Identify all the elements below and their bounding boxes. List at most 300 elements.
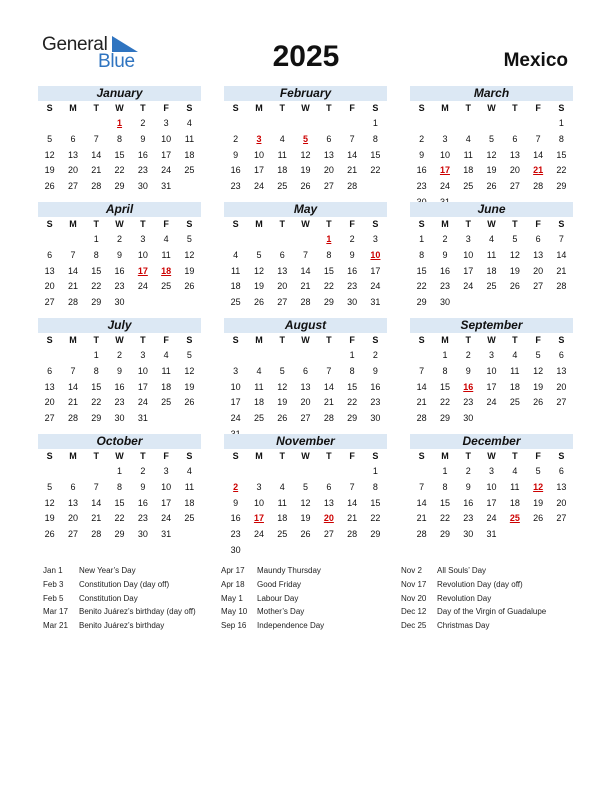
day-cell: 6 (512, 133, 518, 144)
day-cell: 27 (556, 513, 567, 524)
day-cell: 6 (70, 133, 76, 144)
day-cell: 7 (303, 249, 309, 260)
day-cell: 7 (535, 133, 541, 144)
month-day-grid (224, 217, 387, 311)
day-cell: 3 (489, 466, 495, 476)
empty-cell (294, 348, 317, 364)
day-cell: 9 (372, 365, 378, 376)
day-cell: 13 (556, 481, 567, 492)
weekday-header: W (301, 219, 310, 229)
day-cell: 17 (161, 149, 172, 160)
day-cell: 29 (370, 529, 381, 540)
holiday-day: 18 (161, 265, 172, 276)
weekday-header: S (46, 219, 53, 229)
day-cell: 25 (277, 181, 288, 192)
weekday-header: T (326, 451, 332, 461)
day-cell: 9 (117, 365, 123, 376)
weekday-header: W (115, 451, 124, 461)
holiday-row (221, 605, 324, 619)
empty-cell (503, 116, 526, 132)
weekday-header: F (163, 219, 169, 229)
day-cell: 1 (419, 234, 425, 244)
month-title: October (38, 434, 201, 449)
day-cell: 22 (114, 513, 125, 524)
day-cell: 14 (67, 265, 78, 276)
weekday-header: S (46, 103, 53, 113)
day-cell: 5 (535, 466, 541, 476)
weekday-header: W (487, 451, 496, 461)
day-cell: 20 (533, 265, 544, 276)
weekday-header: S (418, 451, 425, 461)
weekday-header: T (465, 219, 471, 229)
day-cell: 14 (416, 497, 427, 508)
day-cell: 23 (230, 181, 241, 192)
day-cell: 16 (137, 497, 148, 508)
holiday-day: 1 (117, 118, 123, 128)
empty-cell (271, 464, 294, 480)
day-cell: 2 (140, 118, 146, 128)
weekday-header: S (418, 335, 425, 345)
weekday-header: F (349, 451, 355, 461)
weekday-header: S (186, 219, 193, 229)
day-cell: 14 (533, 149, 544, 160)
empty-cell (247, 116, 270, 132)
day-cell: 21 (347, 513, 358, 524)
weekday-header: S (186, 103, 193, 113)
day-cell: 27 (277, 297, 288, 308)
empty-cell (480, 116, 503, 132)
holiday-date: Feb 5 (43, 593, 64, 603)
day-cell: 25 (184, 513, 195, 524)
day-cell: 13 (277, 265, 288, 276)
holiday-day: 2 (233, 481, 239, 492)
month-title: August (224, 318, 387, 333)
holiday-column (401, 564, 546, 633)
day-cell: 15 (370, 149, 381, 160)
month-title: June (410, 202, 573, 217)
day-cell: 24 (486, 397, 497, 408)
day-cell: 4 (163, 234, 169, 244)
empty-cell (85, 464, 108, 480)
weekday-header: S (558, 335, 565, 345)
weekday-header: T (140, 103, 146, 113)
month-february (224, 86, 387, 195)
day-cell: 29 (91, 413, 102, 424)
holiday-column (43, 564, 196, 633)
day-cell: 4 (256, 365, 262, 376)
day-cell: 15 (347, 381, 358, 392)
holiday-name: Benito Juárez’s birthday (79, 621, 165, 631)
weekday-header: M (69, 103, 77, 113)
day-cell: 20 (44, 281, 55, 292)
day-cell: 30 (230, 544, 241, 555)
day-cell: 25 (277, 529, 288, 540)
day-cell: 11 (510, 365, 520, 376)
day-cell: 3 (140, 234, 146, 244)
day-cell: 30 (370, 413, 381, 424)
day-cell: 27 (323, 529, 334, 540)
day-cell: 25 (486, 281, 497, 292)
day-cell: 10 (486, 481, 497, 492)
day-cell: 27 (323, 181, 334, 192)
page-title-year: 2025 (272, 40, 340, 73)
weekday-header: S (232, 103, 239, 113)
day-cell: 9 (349, 249, 355, 260)
day-cell: 3 (140, 350, 146, 360)
day-cell: 24 (439, 181, 450, 192)
holiday-name: All Souls’ Day (437, 566, 487, 575)
holiday-date: Dec 12 (401, 607, 427, 617)
weekday-header: S (418, 219, 425, 229)
day-cell: 16 (347, 265, 358, 276)
day-cell: 6 (326, 133, 332, 144)
day-cell: 29 (114, 529, 125, 540)
weekday-header: S (232, 335, 239, 345)
empty-cell (38, 464, 61, 480)
weekday-header: T (279, 219, 285, 229)
weekday-header: M (441, 219, 449, 229)
day-cell: 1 (93, 234, 99, 244)
day-cell: 20 (44, 397, 55, 408)
day-cell: 27 (533, 281, 544, 292)
day-cell: 17 (230, 397, 241, 408)
holiday-row (221, 564, 324, 578)
day-cell: 19 (509, 265, 520, 276)
day-cell: 1 (117, 466, 123, 476)
holiday-row (221, 619, 324, 633)
day-cell: 24 (161, 165, 172, 176)
holiday-date: May 1 (221, 593, 243, 603)
day-cell: 18 (184, 149, 195, 160)
day-cell: 31 (137, 413, 148, 424)
day-cell: 13 (323, 497, 334, 508)
day-cell: 3 (163, 466, 169, 476)
day-cell: 28 (300, 297, 311, 308)
day-cell: 9 (233, 497, 239, 508)
day-cell: 4 (186, 466, 192, 476)
day-cell: 14 (300, 265, 311, 276)
day-cell: 22 (370, 165, 381, 176)
day-cell: 18 (161, 381, 172, 392)
day-cell: 5 (47, 133, 53, 144)
month-day-grid (38, 101, 201, 195)
day-cell: 11 (254, 381, 264, 392)
day-cell: 11 (161, 249, 171, 260)
day-cell: 1 (349, 350, 355, 360)
day-cell: 24 (370, 281, 381, 292)
month-january (38, 86, 201, 195)
day-cell: 21 (323, 397, 334, 408)
month-march (410, 86, 573, 211)
day-cell: 1 (558, 118, 564, 128)
day-cell: 4 (279, 481, 285, 492)
day-cell: 2 (233, 133, 239, 144)
day-cell: 25 (161, 397, 172, 408)
day-cell: 23 (347, 281, 358, 292)
holiday-day: 17 (253, 513, 264, 524)
day-cell: 22 (91, 397, 102, 408)
weekday-header: F (163, 103, 169, 113)
day-cell: 1 (442, 350, 448, 360)
empty-cell (61, 348, 84, 364)
day-cell: 23 (114, 397, 125, 408)
day-cell: 15 (439, 497, 450, 508)
weekday-header: F (349, 103, 355, 113)
day-cell: 10 (253, 497, 264, 508)
day-cell: 19 (253, 281, 264, 292)
empty-cell (271, 348, 294, 364)
day-cell: 28 (67, 413, 78, 424)
day-cell: 22 (439, 513, 450, 524)
month-day-grid (410, 101, 573, 211)
month-day-grid (224, 449, 387, 559)
day-cell: 19 (486, 165, 497, 176)
day-cell: 5 (186, 350, 192, 360)
day-cell: 22 (416, 281, 427, 292)
weekday-header: S (558, 103, 565, 113)
day-cell: 24 (137, 397, 148, 408)
weekday-header: M (255, 335, 263, 345)
day-cell: 15 (439, 381, 450, 392)
day-cell: 26 (44, 181, 55, 192)
day-cell: 19 (44, 165, 55, 176)
day-cell: 12 (300, 149, 311, 160)
day-cell: 26 (253, 297, 264, 308)
day-cell: 25 (463, 181, 474, 192)
weekday-header: W (115, 219, 124, 229)
day-cell: 7 (326, 365, 332, 376)
day-cell: 13 (67, 149, 78, 160)
day-cell: 21 (67, 397, 78, 408)
day-cell: 7 (93, 133, 99, 144)
day-cell: 30 (137, 181, 148, 192)
holiday-name: Independence Day (257, 621, 325, 631)
holiday-row (43, 578, 196, 592)
day-cell: 15 (323, 265, 334, 276)
day-cell: 16 (137, 149, 148, 160)
holiday-day: 21 (533, 165, 544, 176)
month-title: April (38, 202, 201, 217)
weekday-header: M (255, 451, 263, 461)
day-cell: 11 (230, 265, 241, 276)
day-cell: 12 (277, 381, 288, 392)
day-cell: 11 (184, 133, 195, 144)
empty-cell (294, 232, 317, 248)
holiday-name: Maundy Thursday (257, 566, 321, 575)
day-cell: 20 (556, 497, 567, 508)
weekday-header: T (279, 335, 285, 345)
holiday-name: Good Friday (257, 579, 302, 589)
month-title: September (410, 318, 573, 333)
weekday-header: F (349, 219, 355, 229)
empty-cell (410, 464, 433, 480)
day-cell: 20 (323, 165, 334, 176)
day-cell: 28 (67, 297, 78, 308)
weekday-header: T (93, 219, 99, 229)
day-cell: 28 (556, 281, 567, 292)
weekday-header: S (372, 335, 379, 345)
weekday-header: W (115, 335, 124, 345)
empty-cell (317, 116, 340, 132)
day-cell: 6 (47, 365, 53, 376)
day-cell: 26 (533, 513, 544, 524)
month-title: May (224, 202, 387, 217)
day-cell: 30 (463, 413, 474, 424)
month-title: January (38, 86, 201, 101)
empty-cell (224, 232, 247, 248)
day-cell: 15 (556, 149, 567, 160)
day-cell: 6 (558, 350, 564, 360)
day-cell: 14 (416, 381, 427, 392)
weekday-header: F (535, 335, 541, 345)
day-cell: 11 (510, 481, 520, 492)
day-cell: 26 (184, 281, 195, 292)
day-cell: 4 (465, 133, 471, 144)
holiday-name: New Year’s Day (79, 566, 136, 575)
day-cell: 9 (465, 365, 471, 376)
day-cell: 13 (67, 497, 78, 508)
day-cell: 13 (323, 149, 334, 160)
weekday-header: T (326, 219, 332, 229)
day-cell: 30 (463, 529, 474, 540)
day-cell: 21 (300, 281, 311, 292)
day-cell: 18 (277, 513, 288, 524)
day-cell: 27 (44, 413, 55, 424)
day-cell: 19 (184, 381, 195, 392)
day-cell: 8 (326, 249, 332, 260)
day-cell: 26 (533, 397, 544, 408)
day-cell: 16 (463, 497, 474, 508)
day-cell: 4 (279, 133, 285, 144)
weekday-header: M (255, 219, 263, 229)
day-cell: 24 (161, 513, 172, 524)
day-cell: 31 (486, 529, 497, 540)
day-cell: 17 (137, 381, 148, 392)
day-cell: 15 (416, 265, 427, 276)
empty-cell (247, 464, 270, 480)
day-cell: 6 (279, 249, 285, 260)
day-cell: 5 (535, 350, 541, 360)
day-cell: 22 (556, 165, 567, 176)
day-cell: 23 (230, 529, 241, 540)
day-cell: 7 (93, 481, 99, 492)
holiday-name: Mother’s Day (257, 607, 305, 617)
holiday-row (401, 578, 546, 592)
day-cell: 28 (323, 413, 334, 424)
day-cell: 14 (347, 497, 358, 508)
holiday-day: 10 (370, 249, 381, 260)
day-cell: 9 (233, 149, 239, 160)
day-cell: 23 (463, 397, 474, 408)
day-cell: 11 (277, 149, 287, 160)
day-cell: 17 (253, 165, 264, 176)
day-cell: 21 (91, 513, 102, 524)
day-cell: 10 (161, 481, 172, 492)
empty-cell (38, 116, 61, 132)
day-cell: 11 (277, 497, 287, 508)
day-cell: 23 (137, 165, 148, 176)
day-cell: 19 (300, 513, 311, 524)
day-cell: 25 (184, 165, 195, 176)
day-cell: 21 (416, 513, 427, 524)
weekday-header: T (279, 451, 285, 461)
day-cell: 30 (439, 297, 450, 308)
holiday-name: Constitution Day (day off) (79, 579, 170, 589)
holiday-row (43, 564, 196, 578)
weekday-header: T (512, 451, 518, 461)
day-cell: 20 (509, 165, 520, 176)
day-cell: 28 (91, 529, 102, 540)
day-cell: 1 (93, 350, 99, 360)
day-cell: 16 (114, 265, 125, 276)
weekday-header: S (372, 219, 379, 229)
day-cell: 29 (347, 413, 358, 424)
day-cell: 7 (349, 481, 355, 492)
month-day-grid (410, 449, 573, 543)
day-cell: 2 (117, 350, 123, 360)
day-cell: 8 (349, 365, 355, 376)
day-cell: 25 (230, 297, 241, 308)
day-cell: 14 (556, 249, 567, 260)
day-cell: 10 (486, 365, 497, 376)
day-cell: 26 (300, 181, 311, 192)
weekday-header: T (326, 335, 332, 345)
holiday-date: Mar 17 (43, 607, 68, 617)
day-cell: 12 (300, 497, 311, 508)
day-cell: 24 (253, 181, 264, 192)
day-cell: 3 (163, 118, 169, 128)
day-cell: 26 (44, 529, 55, 540)
holiday-name: Labour Day (257, 593, 299, 603)
day-cell: 14 (347, 149, 358, 160)
weekday-header: M (441, 103, 449, 113)
day-cell: 31 (161, 181, 172, 192)
weekday-header: T (512, 335, 518, 345)
weekday-header: S (232, 219, 239, 229)
weekday-header: M (441, 451, 449, 461)
weekday-header: W (301, 335, 310, 345)
day-cell: 6 (70, 481, 76, 492)
day-cell: 27 (67, 181, 78, 192)
day-cell: 23 (463, 513, 474, 524)
month-title: March (410, 86, 573, 101)
day-cell: 15 (370, 497, 381, 508)
weekday-header: S (558, 219, 565, 229)
day-cell: 22 (370, 513, 381, 524)
day-cell: 8 (372, 133, 378, 144)
month-october (38, 434, 201, 543)
day-cell: 10 (137, 249, 148, 260)
empty-cell (410, 116, 433, 132)
holiday-day: 17 (137, 265, 148, 276)
day-cell: 28 (416, 529, 427, 540)
weekday-header: T (279, 103, 285, 113)
holiday-date: Nov 20 (401, 593, 427, 603)
empty-cell (271, 232, 294, 248)
holiday-name: Revolution Day (day off) (437, 579, 523, 589)
month-day-grid (410, 217, 573, 311)
day-cell: 26 (300, 529, 311, 540)
day-cell: 12 (44, 497, 55, 508)
day-cell: 29 (323, 297, 334, 308)
day-cell: 2 (372, 350, 378, 360)
month-title: July (38, 318, 201, 333)
weekday-header: F (535, 451, 541, 461)
holiday-date: Jan 1 (43, 566, 63, 575)
holiday-day: 5 (303, 133, 309, 144)
day-cell: 4 (512, 466, 518, 476)
weekday-header: T (140, 451, 146, 461)
